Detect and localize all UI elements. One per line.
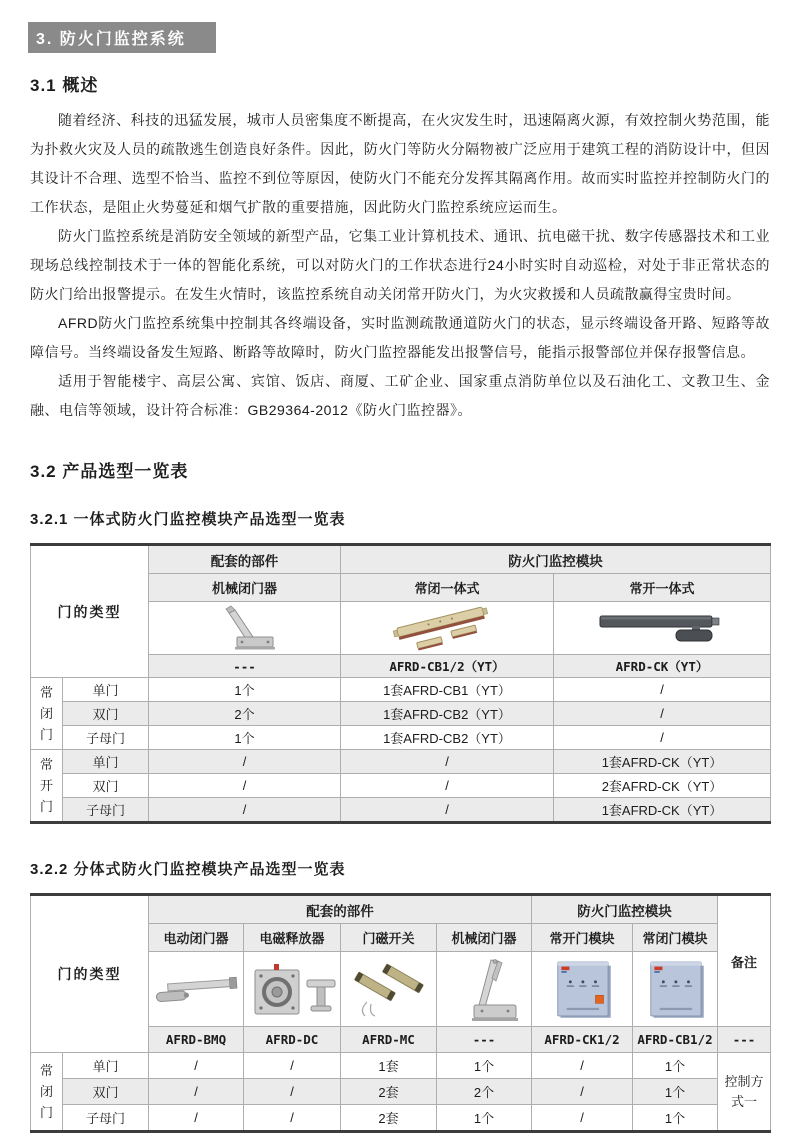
table-cell: / [554, 678, 771, 702]
table-cell: / [341, 750, 554, 774]
model-code: --- [149, 655, 341, 678]
table-cell: 1个 [437, 1105, 532, 1132]
table-cell: / [554, 726, 771, 750]
heading-3-2-2: 3.2.2 分体式防火门监控模块产品选型一览表 [30, 861, 346, 878]
overview-paragraph-2: 防火门监控系统是消防安全领域的新型产品，它集工业计算机技术、通讯、抗电磁干扰、数字传感器技术和工业现场总线控制技术于一体的智能化系统，可以对防火门的工作状态进行24小时实时自动巡检，对处于非正常状态的防火门给出报警提示。在发生火情时，该监控系统自动关闭常开防火门，为火灾救援和人员疏散赢得宝贵时间。 [30, 228, 770, 302]
table-cell: / [244, 1053, 341, 1079]
table-cell: / [149, 750, 341, 774]
model-code: AFRD-CK1/2 [532, 1027, 633, 1053]
door-type-label: 双门 [63, 774, 149, 798]
table-cell: / [341, 774, 554, 798]
table-cell: / [149, 1053, 244, 1079]
table-cell: 1套AFRD-CK（YT） [554, 750, 771, 774]
table-cell: 1个 [633, 1079, 718, 1105]
table-cell: 1个 [633, 1105, 718, 1132]
model-code: AFRD-BMQ [149, 1027, 244, 1053]
model-code: AFRD-CK（YT） [554, 655, 771, 678]
split-module-selection-table [30, 893, 771, 1133]
normally-closed-integrated-module-image [372, 604, 522, 652]
door-type-label: 单门 [63, 678, 149, 702]
table-cell: 1个 [149, 726, 341, 750]
model-code: AFRD-MC [341, 1027, 437, 1053]
table-cell: 1套 [341, 1053, 437, 1079]
table-cell: 1个 [149, 678, 341, 702]
monitor-module-group-header: 防火门监控模块 [532, 895, 718, 924]
door-magnetic-switch-image [343, 960, 435, 1018]
table-cell: 1套AFRD-CK（YT） [554, 798, 771, 823]
remark-header: 备注 [718, 895, 771, 1027]
table-cell: 1套AFRD-CB1（YT） [341, 678, 554, 702]
column-header: 常开一体式 [554, 574, 771, 602]
table-cell: / [532, 1105, 633, 1132]
model-code: --- [718, 1027, 771, 1053]
column-header: 门磁开关 [341, 924, 437, 952]
column-header: 电动闭门器 [149, 924, 244, 952]
table-cell: / [149, 798, 341, 823]
column-header: 常闭一体式 [341, 574, 554, 602]
door-group-label: 常闭门 [31, 1053, 63, 1132]
table-cell: / [244, 1105, 341, 1132]
door-type-label: 子母门 [63, 726, 149, 750]
column-header: 电磁释放器 [244, 924, 341, 952]
table-cell: 1个 [437, 1053, 532, 1079]
table-cell: 2套 [341, 1105, 437, 1132]
table-cell: 2个 [437, 1079, 532, 1105]
model-code: AFRD-CB1/2 [633, 1027, 718, 1053]
door-type-label: 子母门 [63, 798, 149, 823]
door-type-header: 门的类型 [31, 895, 149, 1053]
normally-open-integrated-module-image [588, 607, 736, 649]
table-cell: 1套AFRD-CB2（YT） [341, 726, 554, 750]
mechanical-door-closer-image [195, 605, 295, 651]
section-heading-bar: 3. 防火门监控系统 [28, 22, 216, 53]
mechanical-door-closer-image [442, 955, 526, 1023]
column-header: 机械闭门器 [149, 574, 341, 602]
electromagnetic-releaser-image [245, 960, 339, 1018]
normally-closed-module-image [637, 954, 713, 1024]
heading-3-2-1: 3.2.1 一体式防火门监控模块产品选型一览表 [30, 511, 346, 528]
table-cell: 1套AFRD-CB2（YT） [341, 702, 554, 726]
model-code: AFRD-CB1/2（YT） [341, 655, 554, 678]
table-cell: / [149, 1079, 244, 1105]
door-type-label: 单门 [63, 1053, 149, 1079]
door-group-label: 常开门 [31, 750, 63, 823]
table-cell: / [149, 1105, 244, 1132]
column-header: 机械闭门器 [437, 924, 532, 952]
table-cell: 2套 [341, 1079, 437, 1105]
table-cell: / [532, 1079, 633, 1105]
heading-3-1: 3.1 概述 [30, 76, 99, 95]
table-cell: / [554, 702, 771, 726]
door-type-label: 双门 [63, 702, 149, 726]
control-mode-remark: 控制方式一 [718, 1053, 771, 1132]
accessory-group-header: 配套的部件 [149, 545, 341, 574]
door-type-header: 门的类型 [31, 545, 149, 678]
table-cell: / [341, 798, 554, 823]
overview-paragraph-1: 随着经济、科技的迅猛发展，城市人员密集度不断提高，在火灾发生时，迅速隔离火源，有效控制火势范围，能为扑救火灾及人员的疏散逃生创造良好条件。因此，防火门等防火分隔物被广泛应用于建筑工程的消防设计中，但因其设计不合理、选型不恰当、监控不到位等原因，使防火门不能充分发挥其隔离作用。故而实时监控并控制防火门的工作状态，是阻止火势蔓延和烟气扩散的重要措施，因此防火门监控系统应运而生。 [30, 112, 770, 215]
accessory-group-header: 配套的部件 [149, 895, 532, 924]
door-group-label: 常闭门 [31, 678, 63, 750]
column-header: 常开门模块 [532, 924, 633, 952]
overview-paragraph-4: 适用于智能楼宇、高层公寓、宾馆、饭店、商厦、工矿企业、国家重点消防单位以及石油化工、文教卫生、金融、电信等领域，设计符合标准：GB29364-2012《防火门监控器》。 [30, 373, 770, 418]
model-code: AFRD-DC [244, 1027, 341, 1053]
electric-door-closer-image [150, 963, 242, 1015]
table-cell: / [532, 1053, 633, 1079]
table-cell: / [149, 774, 341, 798]
table-cell: 2个 [149, 702, 341, 726]
integrated-module-selection-table [30, 543, 771, 824]
door-type-label: 双门 [63, 1079, 149, 1105]
table-cell: 1个 [633, 1053, 718, 1079]
overview-paragraph-3: AFRD防火门监控系统集中控制其各终端设备，实时监测疏散通道防火门的状态，显示终端设备开路、短路等故障信号。当终端设备发生短路、断路等故障时，防火门监控器能发出报警信号，能指示报警部位并保存报警信息。 [30, 315, 770, 360]
table-cell: 2套AFRD-CK（YT） [554, 774, 771, 798]
column-header: 常闭门模块 [633, 924, 718, 952]
model-code: --- [437, 1027, 532, 1053]
monitor-module-group-header: 防火门监控模块 [341, 545, 771, 574]
table-cell: / [244, 1079, 341, 1105]
normally-open-module-image [544, 954, 620, 1024]
door-type-label: 单门 [63, 750, 149, 774]
door-type-label: 子母门 [63, 1105, 149, 1132]
heading-3-2: 3.2 产品选型一览表 [30, 462, 189, 481]
